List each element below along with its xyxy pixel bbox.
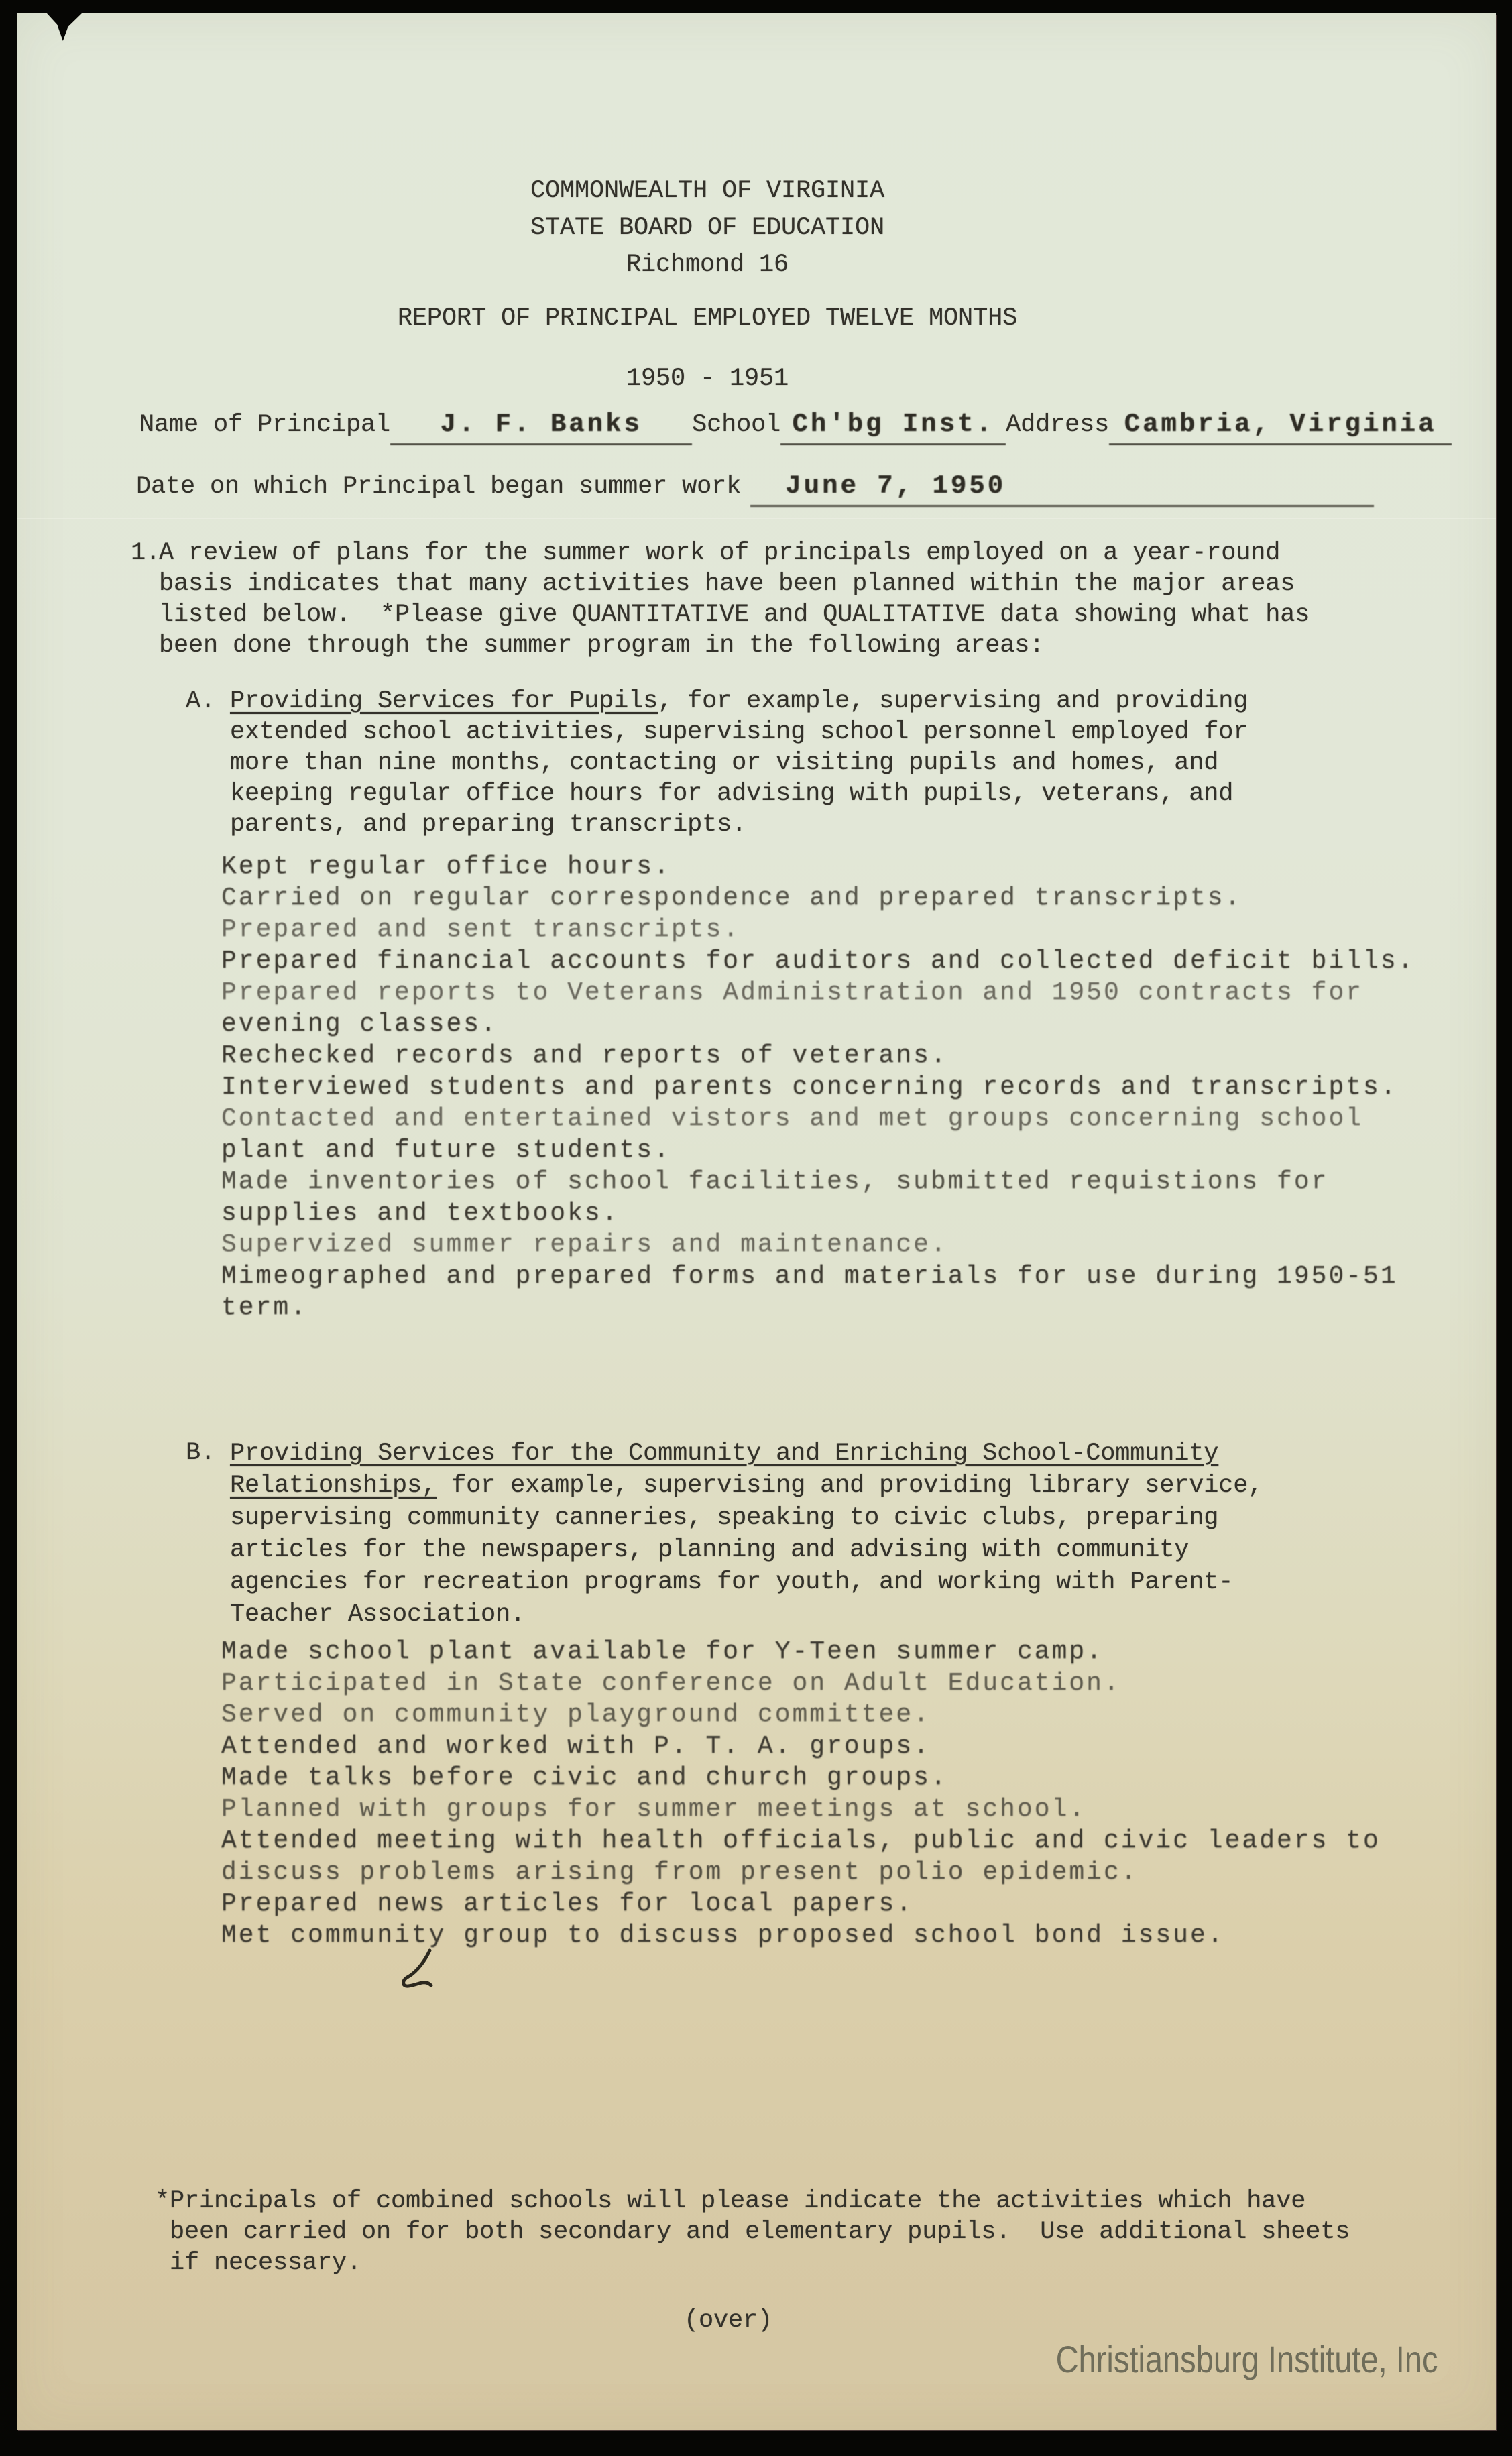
typed-response-line: Interviewed students and parents concerning records and transcripts.: [221, 1073, 1398, 1102]
typed-response-line: Made talks before civic and church groups.: [221, 1763, 948, 1792]
plain-text: more than nine months, contacting or visiting pupils and homes, and: [230, 749, 1219, 777]
plain-text: for example, supervising and providing library service,: [437, 1472, 1263, 1500]
typed-response-line: Participated in State conference on Adult Education.: [221, 1669, 1121, 1698]
school-value: Ch'bg Inst.: [780, 409, 1006, 445]
item-1-line: basis indicates that many activities have been planned within the major areas: [159, 570, 1295, 598]
section-a-responses: [221, 851, 1415, 1324]
item-1-line: listed below. *Please give QUANTITATIVE and QUALITATIVE data showing what has: [159, 601, 1310, 629]
plain-text: supervising community canneries, speaking to civic clubs, preparing: [230, 1504, 1219, 1532]
typed-response-line: Attended and worked with P. T. A. groups.: [221, 1732, 931, 1761]
plain-text: extended school activities, supervising school personnel employed for: [230, 718, 1248, 746]
underlined-text: Relationships,: [230, 1472, 437, 1500]
section-a-line: [230, 778, 1248, 809]
typed-response-line: Prepared news articles for local papers.: [221, 1889, 914, 1918]
typed-response-line: Attended meeting with health officials, public and civic leaders to: [221, 1826, 1381, 1855]
paper-crease: [17, 518, 1496, 519]
over-label: (over): [684, 2306, 773, 2335]
school-label: School: [692, 411, 781, 439]
typed-response-line: Prepared financial accounts for auditors and collected deficit bills.: [221, 947, 1415, 976]
section-a-line: [230, 717, 1248, 748]
principal-info-row: [139, 409, 1452, 445]
underlined-text: Providing Services for the Community and Enriching School-Community: [230, 1440, 1219, 1468]
typed-response-line: plant and future students.: [221, 1136, 671, 1165]
typed-response-line: Made inventories of school facilities, submitted requistions for: [221, 1167, 1329, 1196]
section-b-line: [230, 1438, 1263, 1470]
section-b-heading: [230, 1438, 1263, 1631]
typed-response-line: term.: [221, 1293, 308, 1322]
typed-response-line: Supervized summer repairs and maintenance.: [221, 1230, 948, 1259]
footnote: [155, 2186, 1350, 2278]
item-1-number: 1.: [131, 539, 161, 567]
address-value: Cambria, Virginia: [1109, 409, 1452, 445]
date-value: June 7, 1950: [750, 471, 1374, 507]
address-label: Address: [1006, 411, 1110, 439]
footnote-line: *Principals of combined schools will please indicate the activities which have: [155, 2187, 1306, 2215]
typed-response-line: discuss problems arising from present polio epidemic.: [221, 1858, 1139, 1887]
typed-response-line: Served on community playground committee.: [221, 1700, 931, 1729]
letterhead-line: Richmond 16: [626, 251, 789, 279]
letterhead-line: COMMONWEALTH OF VIRGINIA: [530, 177, 885, 205]
section-a-letter: A.: [186, 687, 216, 715]
item-1-line: been done through the summer program in the following areas:: [159, 632, 1045, 660]
typed-response-line: Met community group to discuss proposed school bond issue.: [221, 1921, 1225, 1950]
section-b-line: [230, 1566, 1263, 1598]
typed-response-line: Contacted and entertained vistors and met groups concerning school: [221, 1104, 1364, 1133]
plain-text: articles for the newspapers, planning and advising with community: [230, 1536, 1189, 1564]
name-label: Name of Principal: [139, 411, 391, 439]
section-b-line: [230, 1470, 1263, 1502]
summer-work-date-row: [136, 471, 1374, 507]
section-b-line: [230, 1534, 1263, 1566]
typed-response-line: Rechecked records and reports of veterans.: [221, 1041, 948, 1070]
document-title: REPORT OF PRINCIPAL EMPLOYED TWELVE MONTHS: [397, 304, 1018, 333]
typed-response-line: Kept regular office hours.: [221, 852, 671, 881]
typed-response-line: Prepared reports to Veterans Administration and 1950 contracts for: [221, 978, 1364, 1007]
paper-sheet: [17, 13, 1496, 2430]
section-b-line: [230, 1502, 1263, 1534]
typed-response-line: Planned with groups for summer meetings at school.: [221, 1795, 1087, 1824]
typed-response-line: Carried on regular correspondence and prepared transcripts.: [221, 884, 1242, 913]
section-b-line: [230, 1598, 1263, 1631]
letterhead-line: STATE BOARD OF EDUCATION: [530, 214, 885, 242]
plain-text: agencies for recreation programs for youth, and working with Parent-: [230, 1568, 1234, 1596]
name-value: J. F. Banks: [390, 409, 692, 445]
archive-watermark: Christiansburg Institute, Inc: [1056, 2338, 1438, 2380]
section-a-line: [230, 748, 1248, 778]
plain-text: parents, and preparing transcripts.: [230, 811, 747, 839]
ink-mark: [398, 1948, 446, 1995]
plain-text: , for example, supervising and providing: [658, 687, 1248, 715]
section-b-letter: B.: [186, 1439, 216, 1467]
typed-response-line: evening classes.: [221, 1010, 498, 1039]
typed-response-line: Made school plant available for Y-Teen summer camp.: [221, 1637, 1104, 1666]
underlined-text: Providing Services for Pupils: [230, 687, 658, 715]
school-year: 1950 - 1951: [626, 365, 789, 393]
typed-response-line: supplies and textbooks.: [221, 1199, 620, 1228]
item-1-paragraph: [159, 538, 1310, 661]
plain-text: Teacher Association.: [230, 1600, 526, 1629]
typed-response-line: Mimeographed and prepared forms and materials for use during 1950-51: [221, 1262, 1398, 1291]
paper-tear-notch: [46, 13, 82, 41]
section-a-line: [230, 809, 1248, 840]
section-a-heading: [230, 686, 1248, 840]
letterhead: [17, 173, 1398, 284]
section-a-line: [230, 686, 1248, 717]
item-1-line: A review of plans for the summer work of principals employed on a year-round: [159, 539, 1281, 567]
section-b-responses: [221, 1636, 1381, 1951]
plain-text: keeping regular office hours for advising with pupils, veterans, and: [230, 780, 1234, 808]
date-label: Date on which Principal began summer work: [136, 473, 742, 501]
footnote-line: if necessary.: [155, 2249, 362, 2277]
footnote-line: been carried on for both secondary and elementary pupils. Use additional sheets: [155, 2218, 1350, 2246]
typed-response-line: Prepared and sent transcripts.: [221, 915, 741, 944]
